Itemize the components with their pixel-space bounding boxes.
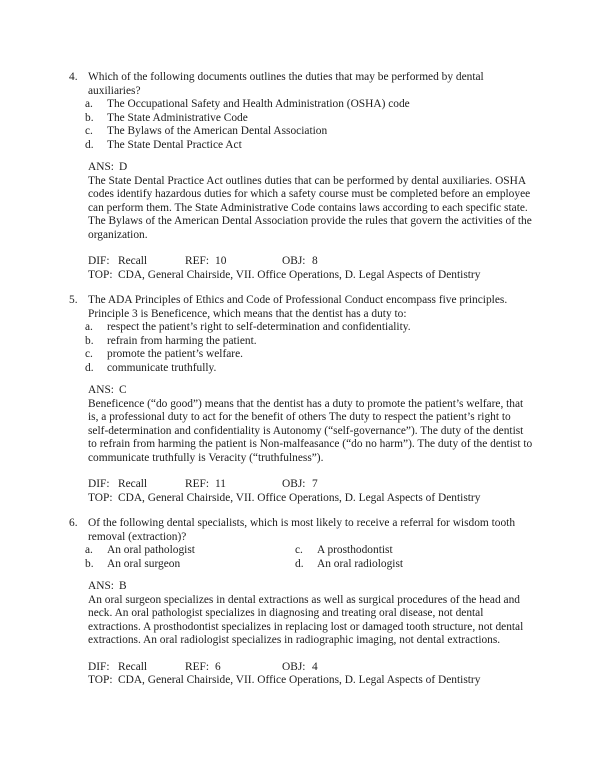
ref-value: 10 bbox=[215, 255, 227, 267]
answer-label: ANS: bbox=[88, 580, 114, 592]
obj-value: 8 bbox=[312, 255, 318, 267]
question-number: 4. bbox=[69, 71, 78, 83]
answer-label: ANS: bbox=[88, 384, 114, 396]
option-text: The Bylaws of the American Dental Association bbox=[107, 125, 328, 137]
answer-explanation: Beneficence (“do good”) means that the dentist has a duty to promote the patient’s welfare, that is, a professional duty to act for the benefit of others The duty to respect the patient’s right to self-determination and confidentiality is Autonomy (“self-governance”). The duty of the dentist to refrain from harming the patient is Non-malfeasance (“do no harm”). The duty of the dentist to communicate truthfully is Veracity (“truthfulness”). bbox=[88, 397, 533, 464]
option-letter: a. bbox=[85, 321, 93, 333]
option-text: The State Dental Practice Act bbox=[107, 138, 242, 151]
meta-row bbox=[88, 255, 533, 269]
answer-line bbox=[88, 580, 533, 594]
option-text: An oral pathologist bbox=[107, 544, 195, 556]
option-d bbox=[85, 139, 533, 153]
question-6-head bbox=[69, 517, 533, 544]
ref-label: REF: bbox=[185, 478, 210, 490]
question-number: 6. bbox=[69, 517, 78, 529]
option-d bbox=[295, 558, 533, 572]
page-content bbox=[69, 71, 533, 700]
top-value: CDA, General Chairside, VII. Office Operations, D. Legal Aspects of Dentistry bbox=[118, 268, 481, 281]
ref-pair bbox=[185, 478, 282, 492]
answer-value: D bbox=[119, 161, 128, 173]
option-letter: b. bbox=[85, 557, 94, 570]
option-d bbox=[85, 362, 533, 376]
dif-pair bbox=[88, 255, 185, 269]
option-letter: d. bbox=[85, 138, 94, 151]
obj-pair bbox=[282, 478, 318, 492]
option-b bbox=[85, 558, 295, 572]
answer-line bbox=[88, 384, 533, 398]
option-letter: a. bbox=[85, 98, 93, 110]
option-a bbox=[85, 544, 295, 558]
option-letter: d. bbox=[85, 361, 94, 374]
question-4-options bbox=[85, 98, 533, 152]
obj-label: OBJ: bbox=[282, 255, 306, 267]
top-label: TOP: bbox=[88, 674, 113, 686]
question-4-head bbox=[69, 71, 533, 98]
answer-block bbox=[88, 384, 533, 465]
option-text: The State Administrative Code bbox=[107, 111, 248, 124]
dif-value: Recall bbox=[118, 478, 148, 490]
top-row bbox=[88, 674, 533, 688]
answer-value: C bbox=[119, 384, 127, 396]
option-text: An oral radiologist bbox=[317, 557, 404, 570]
ref-pair bbox=[185, 255, 282, 269]
option-c bbox=[295, 544, 533, 558]
answer-explanation: An oral surgeon specializes in dental extractions as well as surgical procedures of the head and neck. An oral pathologist specializes in diagnosing and treating oral disease, not dental extractions. A prosthodontist specializes in replacing lost or damaged tooth structure, not dental extractions. An oral radiologist specializes in radiographic imaging, not dental extractions. bbox=[88, 593, 524, 646]
option-text: refrain from harming the patient. bbox=[107, 334, 257, 347]
answer-block bbox=[88, 161, 533, 242]
obj-value: 4 bbox=[312, 660, 318, 673]
answer-value: B bbox=[119, 580, 127, 592]
top-value: CDA, General Chairside, VII. Office Operations, D. Legal Aspects of Dentistry bbox=[118, 674, 481, 686]
top-label: TOP: bbox=[88, 268, 113, 281]
ref-label: REF: bbox=[185, 255, 210, 267]
dif-label: DIF: bbox=[88, 478, 110, 490]
meta-row bbox=[88, 478, 533, 492]
answer-line bbox=[88, 161, 533, 175]
dif-pair bbox=[88, 661, 185, 675]
option-letter: b. bbox=[85, 111, 94, 124]
obj-pair bbox=[282, 661, 318, 675]
option-c bbox=[85, 348, 533, 362]
option-text: The Occupational Safety and Health Administration (OSHA) code bbox=[107, 98, 410, 110]
option-letter: a. bbox=[85, 544, 93, 556]
dif-pair bbox=[88, 478, 185, 492]
question-6 bbox=[69, 517, 533, 688]
answer-block bbox=[88, 580, 533, 648]
dif-value: Recall bbox=[118, 660, 148, 673]
ref-value: 6 bbox=[215, 660, 221, 673]
option-text: A prosthodontist bbox=[317, 544, 393, 556]
option-text: communicate truthfully. bbox=[107, 361, 217, 374]
top-label: TOP: bbox=[88, 491, 113, 504]
option-text: An oral surgeon bbox=[107, 557, 181, 570]
question-4 bbox=[69, 71, 533, 282]
ref-value: 11 bbox=[215, 478, 226, 490]
obj-pair bbox=[282, 255, 318, 269]
option-letter: c. bbox=[295, 544, 303, 556]
question-stem: Of the following dental specialists, which is most likely to receive a referral for wisdom tooth removal (extraction)? bbox=[88, 517, 516, 543]
meta-row bbox=[88, 661, 533, 675]
answer-explanation: The State Dental Practice Act outlines duties that can be performed by dental auxiliaries. OSHA codes identify hazardous duties for which a safety course must be completed before an employee can perform them. The State Administrative Code contains laws according to each specific state. The Bylaws of the American Dental Association provide the rules that govern the activities of the organization. bbox=[88, 174, 532, 241]
option-text: respect the patient’s right to self-determination and confidentiality. bbox=[107, 321, 411, 333]
obj-label: OBJ: bbox=[282, 478, 306, 490]
option-a bbox=[85, 98, 533, 112]
ref-label: REF: bbox=[185, 660, 210, 673]
question-stem: Which of the following documents outlines the duties that may be performed by dental auxiliaries? bbox=[88, 71, 484, 97]
dif-label: DIF: bbox=[88, 660, 110, 673]
option-letter: c. bbox=[85, 348, 93, 360]
dif-value: Recall bbox=[118, 255, 148, 267]
option-b bbox=[85, 112, 533, 126]
option-c bbox=[85, 125, 533, 139]
question-5-head bbox=[69, 294, 533, 321]
option-letter: c. bbox=[85, 125, 93, 137]
question-5-options bbox=[85, 321, 533, 375]
top-row bbox=[88, 492, 533, 506]
option-letter: b. bbox=[85, 334, 94, 347]
question-stem: The ADA Principles of Ethics and Code of Professional Conduct encompass five principles. Principle 3 is Beneficence, which means that the dentist has a duty to: bbox=[88, 294, 508, 320]
obj-label: OBJ: bbox=[282, 660, 306, 673]
option-text: promote the patient’s welfare. bbox=[107, 348, 244, 360]
top-value: CDA, General Chairside, VII. Office Operations, D. Legal Aspects of Dentistry bbox=[118, 491, 481, 504]
ref-pair bbox=[185, 661, 282, 675]
dif-label: DIF: bbox=[88, 255, 110, 267]
obj-value: 7 bbox=[312, 478, 318, 490]
option-a bbox=[85, 321, 533, 335]
answer-label: ANS: bbox=[88, 161, 114, 173]
option-letter: d. bbox=[295, 557, 304, 570]
question-5 bbox=[69, 294, 533, 505]
top-row bbox=[88, 269, 533, 283]
question-6-options bbox=[85, 544, 533, 571]
option-b bbox=[85, 335, 533, 349]
question-number: 5. bbox=[69, 294, 78, 306]
